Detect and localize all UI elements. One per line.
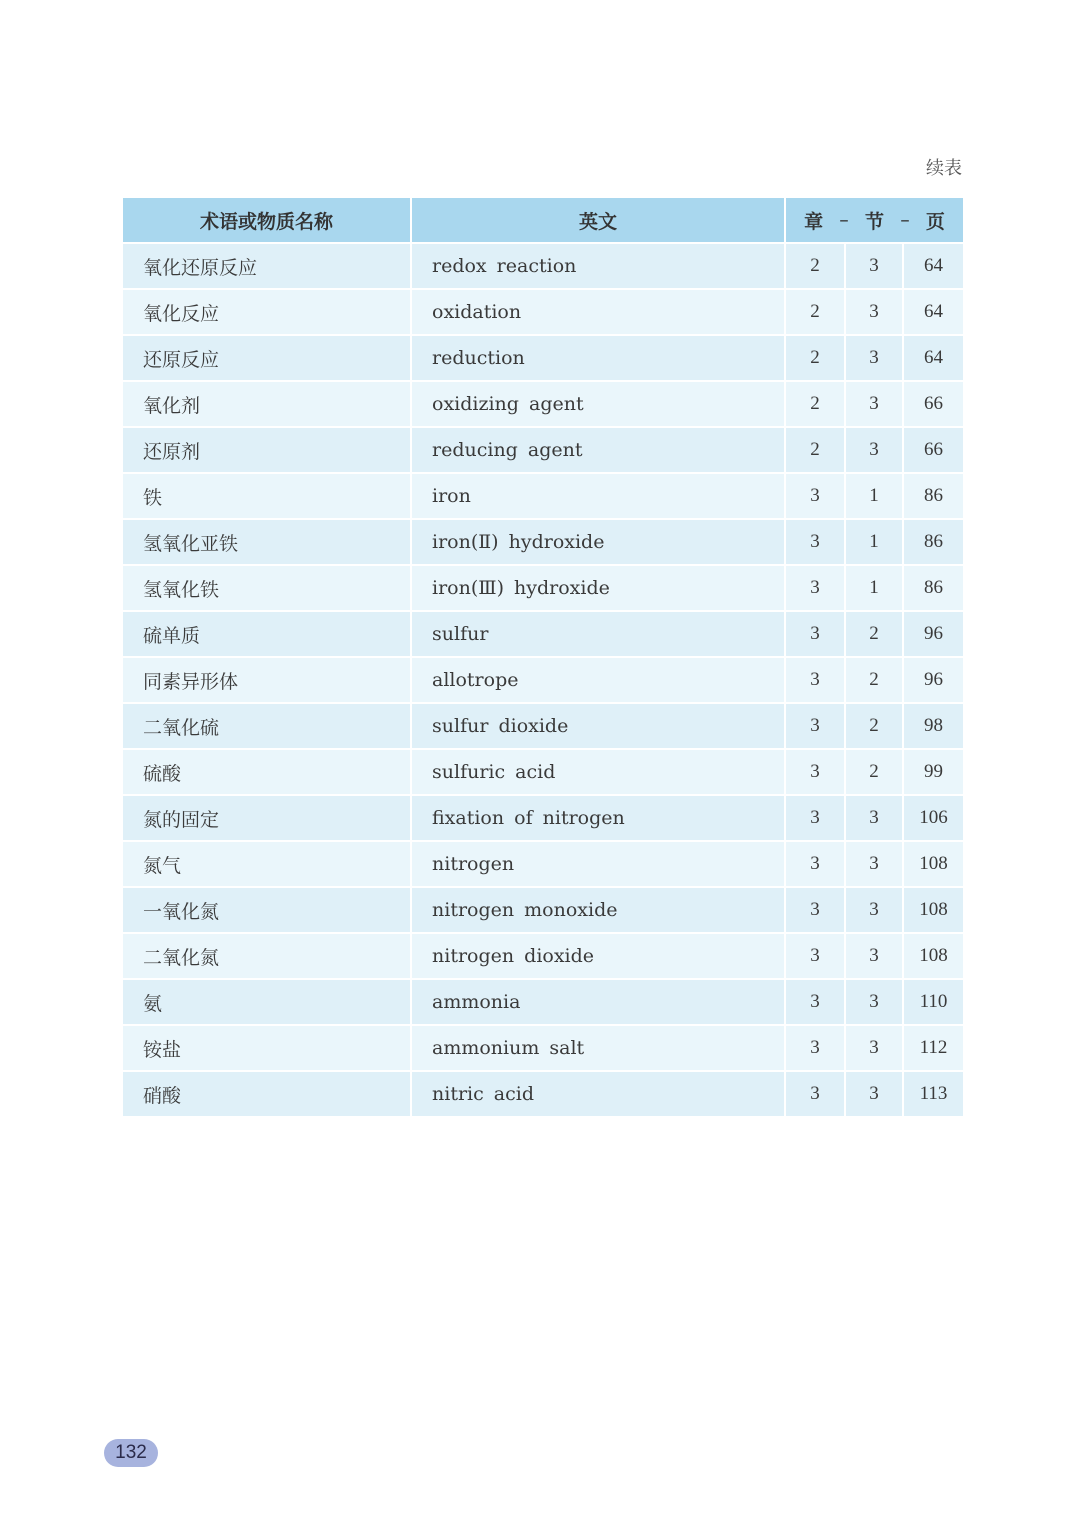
section-cell: 3 <box>845 1071 903 1116</box>
section-cell: 3 <box>845 841 903 887</box>
table-row <box>123 841 963 887</box>
term-cell: 二氧化氮 <box>123 933 411 979</box>
english-cell: nitrogen monoxide <box>411 887 785 933</box>
chapter-cell: 2 <box>785 427 845 473</box>
table-row <box>123 795 963 841</box>
english-cell: iron <box>411 473 785 519</box>
chapter-cell: 3 <box>785 657 845 703</box>
page-cell: 64 <box>903 335 963 381</box>
section-cell: 2 <box>845 611 903 657</box>
section-cell: 2 <box>845 703 903 749</box>
english-cell: ammonia <box>411 979 785 1025</box>
term-cell: 氮的固定 <box>123 795 411 841</box>
chapter-cell: 3 <box>785 841 845 887</box>
page-cell: 96 <box>903 657 963 703</box>
term-cell: 硫酸 <box>123 749 411 795</box>
table-row <box>123 1025 963 1071</box>
term-cell: 铵盐 <box>123 1025 411 1071</box>
glossary-table <box>123 198 963 1116</box>
table-row <box>123 289 963 335</box>
page-cell: 99 <box>903 749 963 795</box>
english-cell: iron(Ⅲ) hydroxide <box>411 565 785 611</box>
section-cell: 3 <box>845 289 903 335</box>
chapter-cell: 3 <box>785 933 845 979</box>
term-cell: 氢氧化铁 <box>123 565 411 611</box>
header-chapter: 章 <box>804 210 824 233</box>
term-cell: 氨 <box>123 979 411 1025</box>
term-cell: 氮气 <box>123 841 411 887</box>
section-cell: 3 <box>845 381 903 427</box>
chapter-cell: 3 <box>785 519 845 565</box>
term-cell: 氧化反应 <box>123 289 411 335</box>
page-cell: 66 <box>903 427 963 473</box>
header-english: 英文 <box>411 198 785 243</box>
chapter-cell: 2 <box>785 289 845 335</box>
english-cell: sulfur <box>411 611 785 657</box>
table-body <box>123 243 963 1116</box>
english-cell: sulfuric acid <box>411 749 785 795</box>
english-cell: reducing agent <box>411 427 785 473</box>
chapter-cell: 3 <box>785 887 845 933</box>
term-cell: 铁 <box>123 473 411 519</box>
header-section: 节 <box>864 210 884 233</box>
header-dash-1: – <box>839 209 849 231</box>
table-row <box>123 243 963 289</box>
english-cell: nitrogen <box>411 841 785 887</box>
english-cell: redox reaction <box>411 243 785 289</box>
header-term: 术语或物质名称 <box>123 198 411 243</box>
section-cell: 3 <box>845 335 903 381</box>
section-cell: 1 <box>845 473 903 519</box>
section-cell: 1 <box>845 519 903 565</box>
chapter-cell: 3 <box>785 979 845 1025</box>
english-cell: nitric acid <box>411 1071 785 1116</box>
term-cell: 一氧化氮 <box>123 887 411 933</box>
table-row <box>123 473 963 519</box>
table-row <box>123 979 963 1025</box>
chapter-cell: 3 <box>785 749 845 795</box>
section-cell: 1 <box>845 565 903 611</box>
section-cell: 3 <box>845 887 903 933</box>
term-cell: 氧化还原反应 <box>123 243 411 289</box>
table-row <box>123 335 963 381</box>
page-number-badge: 132 <box>104 1439 158 1467</box>
term-cell: 还原剂 <box>123 427 411 473</box>
table-row <box>123 749 963 795</box>
chapter-cell: 2 <box>785 243 845 289</box>
header-reference <box>785 198 963 243</box>
page-cell: 98 <box>903 703 963 749</box>
page-cell: 110 <box>903 979 963 1025</box>
page-cell: 106 <box>903 795 963 841</box>
term-cell: 还原反应 <box>123 335 411 381</box>
english-cell: oxidizing agent <box>411 381 785 427</box>
table-row <box>123 565 963 611</box>
section-cell: 3 <box>845 795 903 841</box>
english-cell: oxidation <box>411 289 785 335</box>
section-cell: 3 <box>845 427 903 473</box>
english-cell: sulfur dioxide <box>411 703 785 749</box>
term-cell: 氢氧化亚铁 <box>123 519 411 565</box>
english-cell: ammonium salt <box>411 1025 785 1071</box>
table-row <box>123 427 963 473</box>
english-cell: nitrogen dioxide <box>411 933 785 979</box>
term-cell: 同素异形体 <box>123 657 411 703</box>
page-cell: 64 <box>903 289 963 335</box>
page-cell: 108 <box>903 887 963 933</box>
section-cell: 2 <box>845 749 903 795</box>
table-row <box>123 1071 963 1116</box>
term-cell: 硫单质 <box>123 611 411 657</box>
header-dash-2: – <box>900 209 910 231</box>
page-cell: 112 <box>903 1025 963 1071</box>
table-row <box>123 611 963 657</box>
section-cell: 3 <box>845 1025 903 1071</box>
term-cell: 硝酸 <box>123 1071 411 1116</box>
section-cell: 3 <box>845 243 903 289</box>
page-cell: 96 <box>903 611 963 657</box>
table-row <box>123 703 963 749</box>
chapter-cell: 3 <box>785 1071 845 1116</box>
chapter-cell: 2 <box>785 335 845 381</box>
page-cell: 66 <box>903 381 963 427</box>
english-cell: iron(Ⅱ) hydroxide <box>411 519 785 565</box>
table-row <box>123 933 963 979</box>
page-cell: 86 <box>903 473 963 519</box>
table-row <box>123 519 963 565</box>
chapter-cell: 3 <box>785 473 845 519</box>
table-row <box>123 381 963 427</box>
term-cell: 氧化剂 <box>123 381 411 427</box>
english-cell: fixation of nitrogen <box>411 795 785 841</box>
chapter-cell: 3 <box>785 565 845 611</box>
chapter-cell: 2 <box>785 381 845 427</box>
page-cell: 108 <box>903 933 963 979</box>
chapter-cell: 3 <box>785 795 845 841</box>
chapter-cell: 3 <box>785 1025 845 1071</box>
page-cell: 113 <box>903 1071 963 1116</box>
table-header-row <box>123 198 963 243</box>
section-cell: 2 <box>845 657 903 703</box>
header-page: 页 <box>925 210 945 233</box>
english-cell: allotrope <box>411 657 785 703</box>
english-cell: reduction <box>411 335 785 381</box>
table-row <box>123 887 963 933</box>
page-cell: 86 <box>903 519 963 565</box>
continued-label: 续表 <box>926 158 962 179</box>
chapter-cell: 3 <box>785 611 845 657</box>
page-cell: 64 <box>903 243 963 289</box>
page-cell: 108 <box>903 841 963 887</box>
page-cell: 86 <box>903 565 963 611</box>
chapter-cell: 3 <box>785 703 845 749</box>
term-cell: 二氧化硫 <box>123 703 411 749</box>
section-cell: 3 <box>845 933 903 979</box>
section-cell: 3 <box>845 979 903 1025</box>
table-row <box>123 657 963 703</box>
